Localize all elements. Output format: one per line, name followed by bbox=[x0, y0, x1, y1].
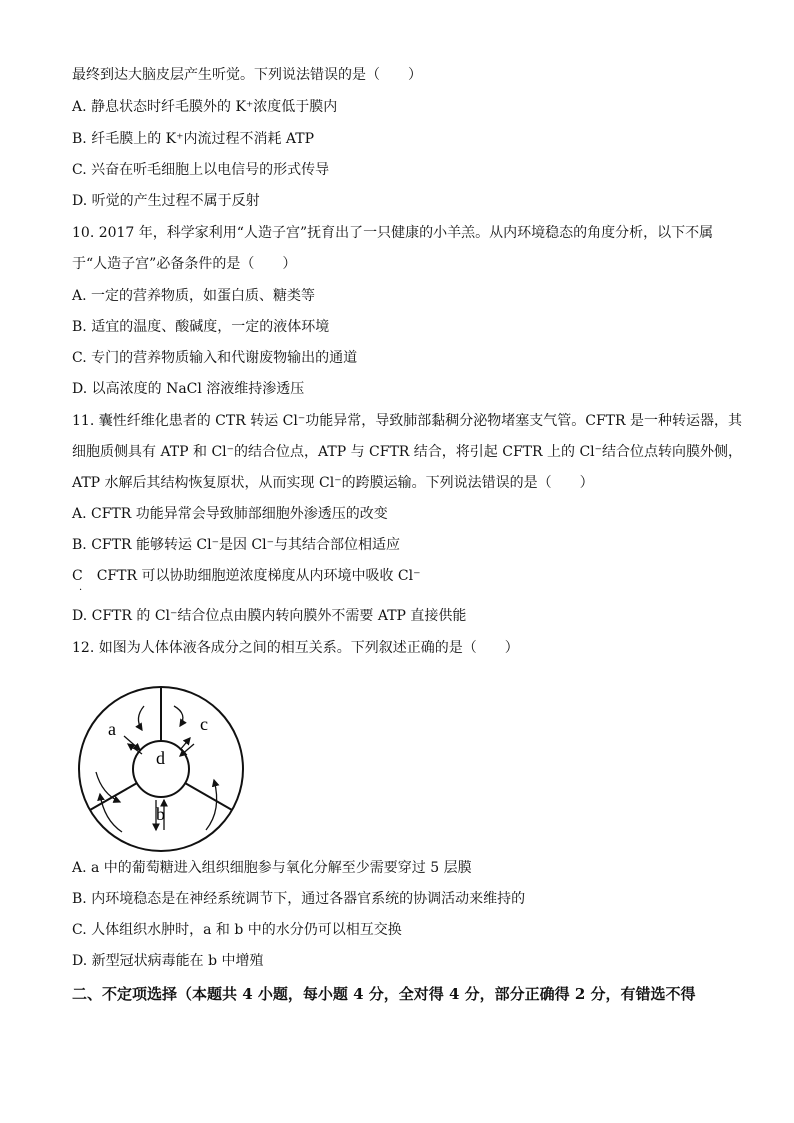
q11-stem: 11. 囊性纤维化患者的 CTR 转运 Cl⁻功能异常，导致肺部黏稠分泌物堵塞支气管。CFTR 是一种转运器，其 bbox=[72, 413, 742, 429]
q10-option-b: B. 适宜的温度、酸碱度，一定的液体环境 bbox=[72, 319, 330, 335]
q9-option-a: A. 静息状态时纤毛膜外的 K⁺浓度低于膜内 bbox=[72, 99, 338, 115]
q11-option-a: A. CFTR 功能异常会导致肺部细胞外渗透压的改变 bbox=[72, 506, 388, 522]
section-heading: 二、不定项选择（本题共 4 小题，每小题 4 分，全对得 4 分，部分正确得 2 分，有错选不得 bbox=[72, 985, 696, 1003]
divider-right bbox=[185, 783, 232, 810]
arrow-a-to-d bbox=[124, 736, 140, 750]
q9-option-c: C. 兴奋在听毛细胞上以电信号的形式传导 bbox=[72, 162, 330, 178]
arrow-c-upper bbox=[174, 706, 183, 726]
q9-stem-end: 最终到达大脑皮层产生听觉。下列说法错误的是（ ） bbox=[72, 67, 422, 83]
q12-option-b: B. 内环境稳态是在神经系统调节下，通过各器官系统的协调活动来维持的 bbox=[72, 891, 526, 907]
q11-option-b: B. CFTR 能够转运 Cl⁻是因 Cl⁻与其结合部位相适应 bbox=[72, 537, 401, 553]
q12-option-d: D. 新型冠状病毒能在 b 中增殖 bbox=[72, 953, 264, 969]
q9-option-b: B. 纤毛膜上的 K⁺内流过程不消耗 ATP bbox=[72, 131, 315, 147]
stray-mark: · bbox=[79, 585, 83, 596]
arrow-a-upper bbox=[138, 706, 144, 730]
q12-option-a: A. a 中的葡萄糖进入组织细胞参与氧化分解至少需要穿过 5 层膜 bbox=[72, 860, 472, 876]
label-a: a bbox=[108, 719, 116, 739]
q11-option-c: C CFTR 可以协助细胞逆浓度梯度从内环境中吸收 Cl⁻ bbox=[72, 568, 421, 584]
q10-option-a: A. 一定的营养物质，如蛋白质、糖类等 bbox=[72, 288, 316, 304]
arrow-b-to-c bbox=[206, 780, 217, 830]
label-d: d bbox=[156, 748, 165, 768]
q10-stem: 10. 2017 年，科学家利用“人造子宫”抚育出了一只健康的小羊羔。从内环境稳态的角度分析，以下不属 bbox=[72, 225, 714, 241]
q11-option-d: D. CFTR 的 Cl⁻结合位点由膜内转向膜外不需要 ATP 直接供能 bbox=[72, 608, 467, 624]
q10-option-d: D. 以高浓度的 NaCl 溶液维持渗透压 bbox=[72, 381, 305, 397]
q12-stem: 12. 如图为人体体液各成分之间的相互关系。下列叙述正确的是（ ） bbox=[72, 640, 519, 656]
q11-stem-cont-2: ATP 水解后其结构恢复原状，从而实现 Cl⁻的跨膜运输。下列说法错误的是（ ） bbox=[72, 475, 594, 491]
divider-left bbox=[90, 783, 137, 810]
label-b: b bbox=[156, 804, 165, 824]
arrow-a-to-b bbox=[96, 772, 120, 802]
q9-option-d: D. 听觉的产生过程不属于反射 bbox=[72, 193, 260, 209]
label-c: c bbox=[200, 714, 208, 734]
body-fluid-diagram bbox=[76, 684, 246, 854]
q10-option-c: C. 专门的营养物质输入和代谢废物输出的通道 bbox=[72, 350, 358, 366]
q11-stem-cont-1: 细胞质侧具有 ATP 和 Cl⁻的结合位点，ATP 与 CFTR 结合，将引起 CFTR 上的 Cl⁻结合位点转向膜外侧， bbox=[72, 444, 743, 460]
q12-option-c: C. 人体组织水肿时，a 和 b 中的水分仍可以相互交换 bbox=[72, 922, 402, 938]
q10-stem-cont: 于“人造子宫”必备条件的是（ ） bbox=[72, 256, 297, 272]
